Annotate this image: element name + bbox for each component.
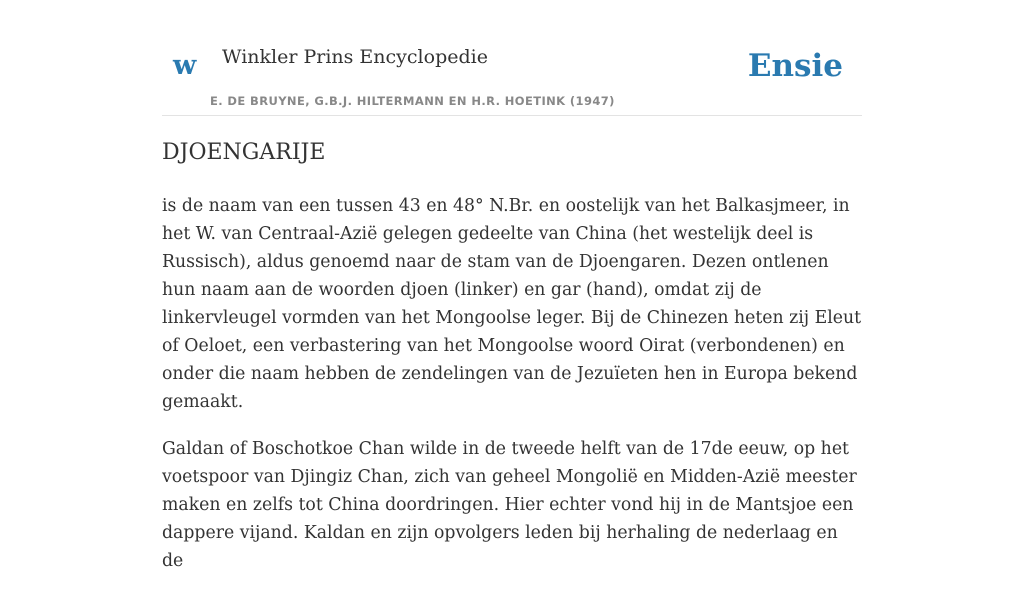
entry-paragraph: is de naam van een tussen 43 en 48° N.Br. en oostelijk van het Balkasjmeer, in het W. van Centraal-Azië gelegen gedeelte van China (het westelijk deel is Russisch), aldus genoemd naar de stam van de Djoengaren. Dezen ontlenen hun naam aan de woorden djoen (linker) en gar (hand), omdat zij de linkervleugel vormden van het Mongoolse leger. Bij de Chinezen heten zij Eleut of Oeloet, een verbastering van het Mongoolse woord Oirat (verbondenen) en onder die naam hebben de zendelingen van de Jezuïeten hen in Europa bekend gemaakt.: [162, 196, 862, 412]
publication-logo[interactable]: w: [173, 50, 197, 81]
site-header: [162, 0, 862, 116]
page-container: [162, 0, 862, 571]
entry-title: DJOENGARIJE: [162, 140, 326, 165]
publication-authors: E. DE BRUYNE, G.B.J. HILTERMANN EN H.R. HOETINK (1947): [210, 94, 615, 108]
publication-title[interactable]: Winkler Prins Encyclopedie: [222, 46, 488, 68]
entry-paragraph: Galdan of Boschotkoe Chan wilde in de tweede helft van de 17de eeuw, op het voetspoor van Djingiz Chan, zich van geheel Mongolië en Midden-Azië meester maken en zelfs tot China doordringen. Hier echter vond hij in de Mantsjoe een dappere vijand. Kaldan en zijn opvolgers leden bij herhaling de nederlaag en de: [162, 439, 857, 571]
entry-body: [162, 192, 862, 594]
ensie-logo-link[interactable]: Ensie: [747, 48, 843, 84]
